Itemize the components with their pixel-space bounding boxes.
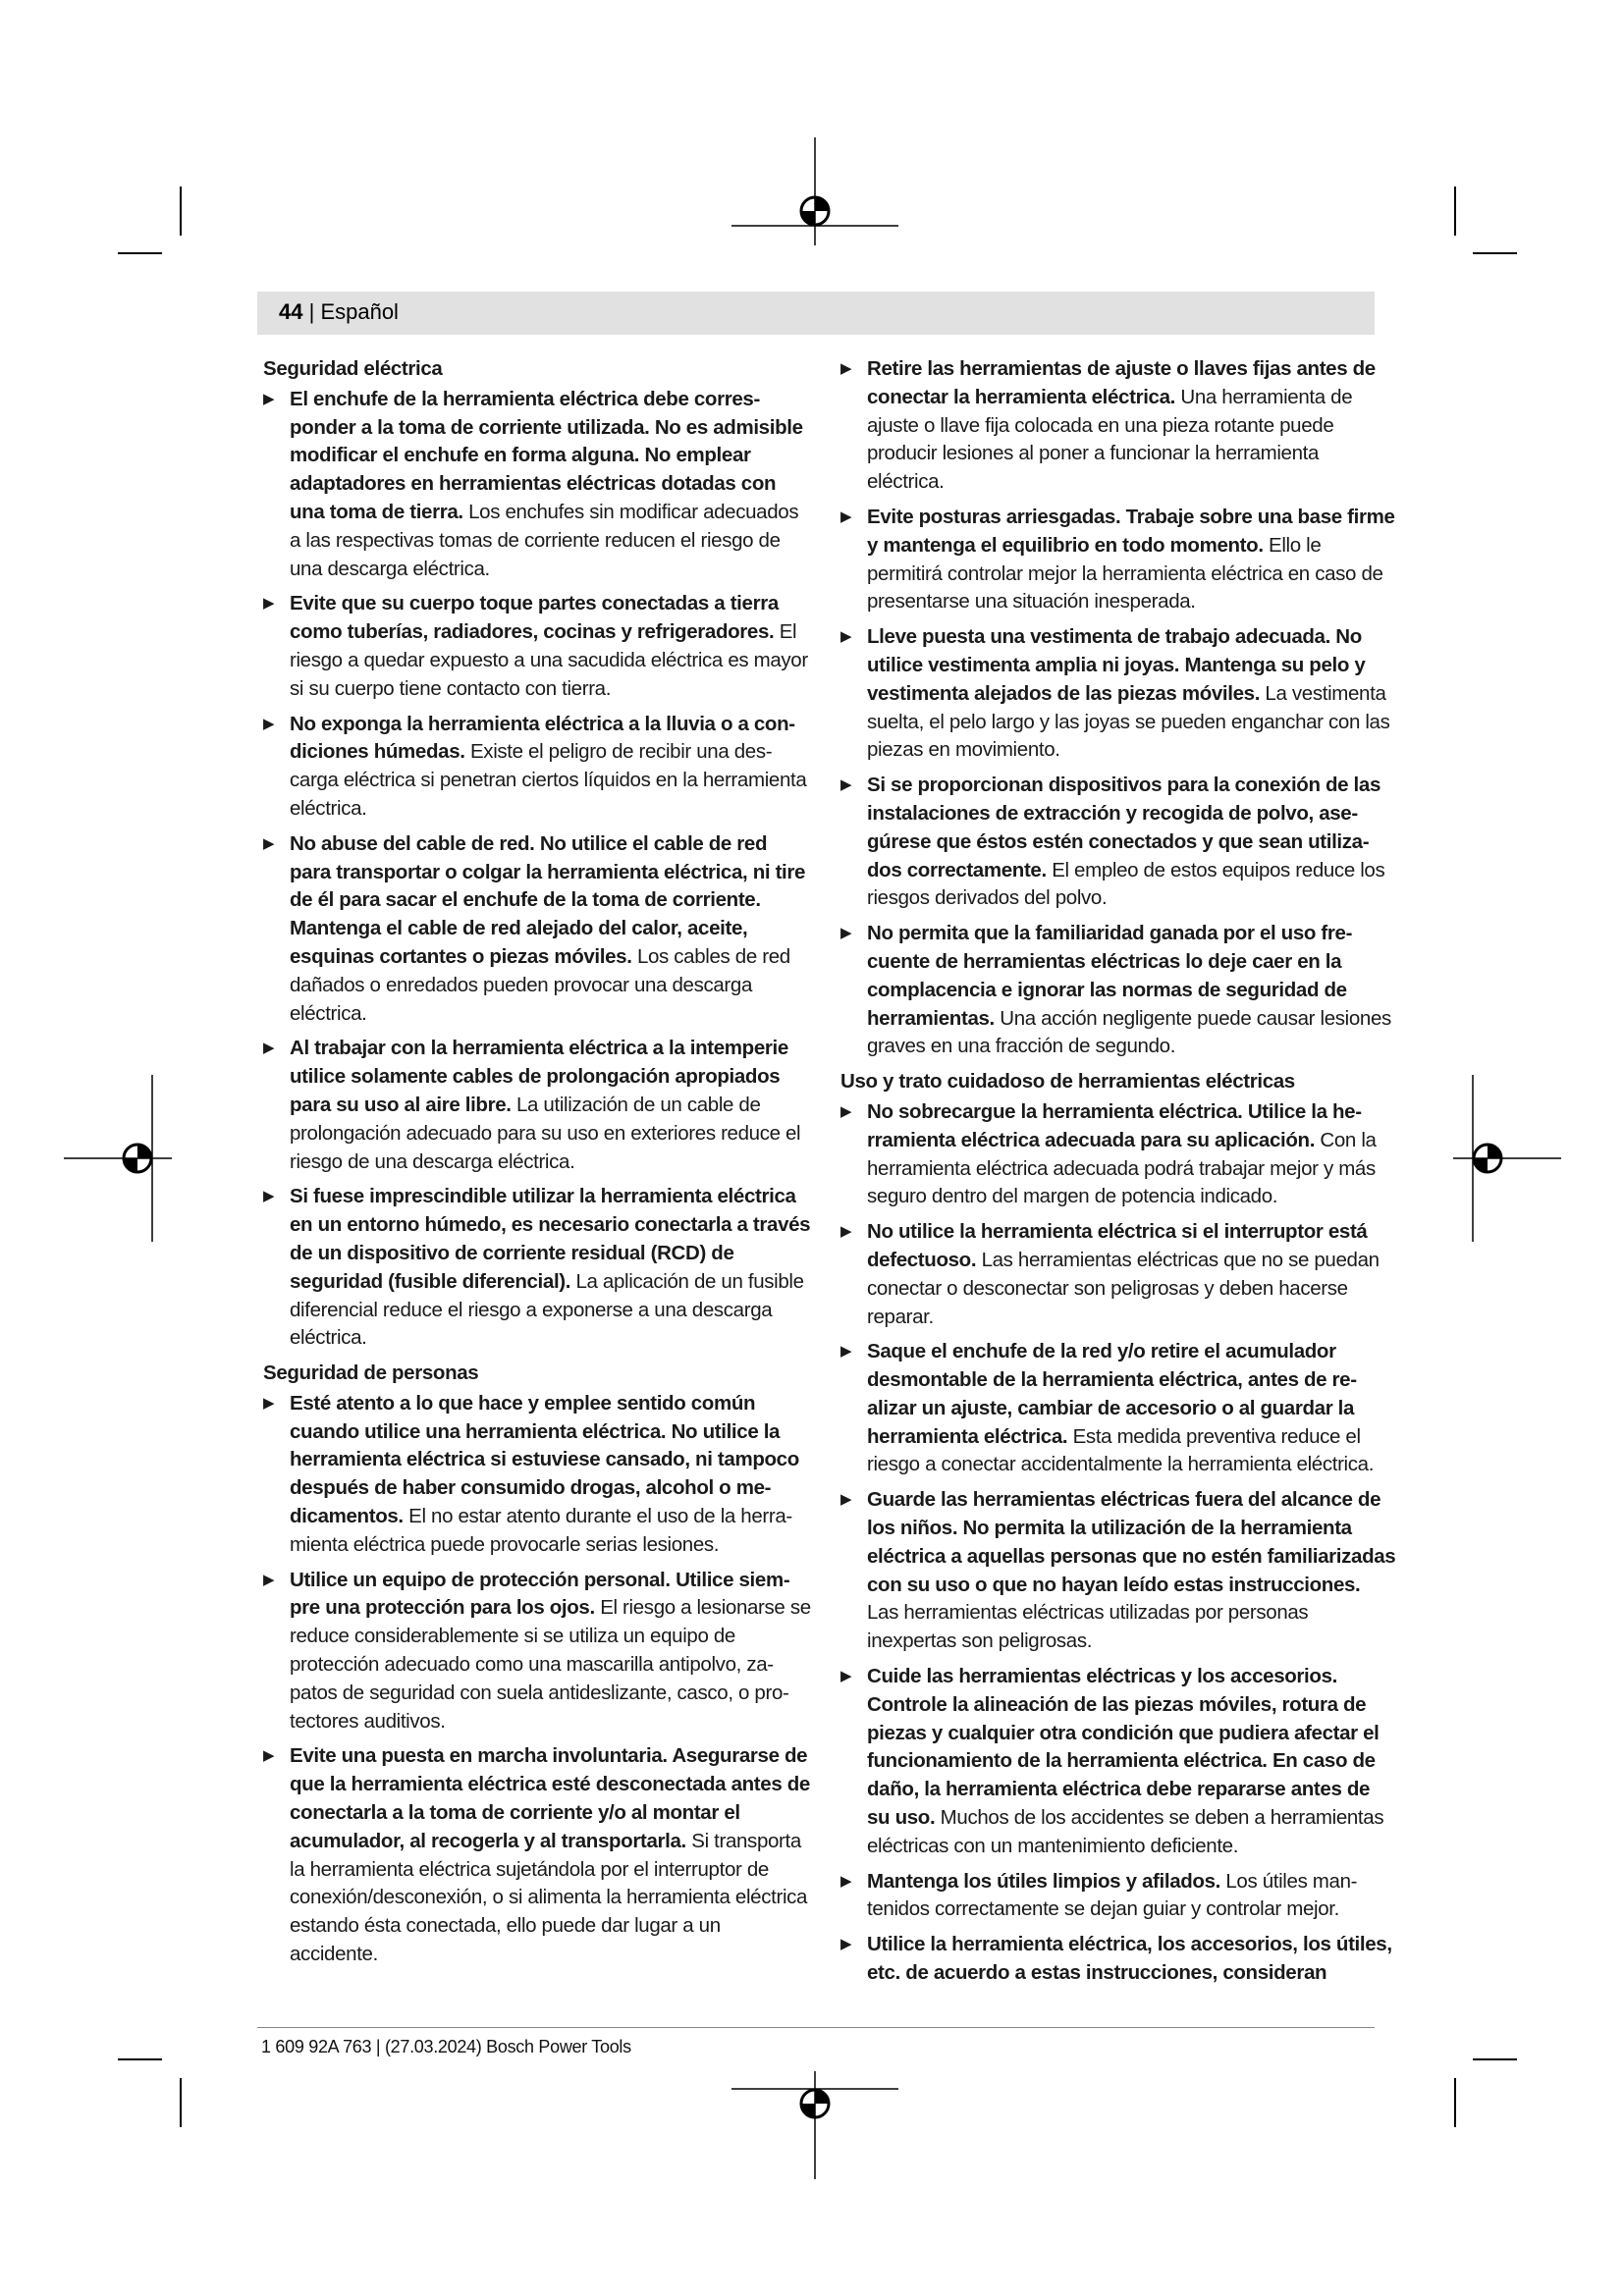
list-item — [263, 1567, 813, 1736]
list-item — [840, 772, 1396, 913]
bullet-triangle-icon: ▶ — [840, 1343, 852, 1361]
list-item-bold-text: No utilice la herramienta eléctrica si el interruptor está defectuoso. — [867, 1220, 1368, 1271]
list-item-bold-text: No abuse del cable de red. No utilice el cable de red para transportar o colgar la herramienta eléctrica, ni tire de él para sacar el enchufe de la toma de corriente. Mantenga el cable de red alejado del calor, aceite, esquinas cortantes o piezas móviles. — [290, 831, 806, 968]
crop-mark-top-left-v — [180, 187, 182, 236]
list-item — [263, 1035, 813, 1176]
bullet-triangle-icon: ▶ — [840, 1872, 852, 1890]
registration-mark-left-icon — [64, 1070, 172, 1247]
crop-mark-bottom-left-v — [180, 2078, 182, 2127]
bullet-triangle-icon: ▶ — [263, 1188, 275, 1205]
header-separator: | — [302, 299, 321, 324]
list-item-text: Esta medida preventiva reduce el riesgo a conectar accidentalmente la herramienta eléctrica. — [867, 1424, 1375, 1476]
registration-mark-bottom-icon — [727, 2071, 903, 2179]
list-item — [263, 386, 813, 584]
bullet-triangle-icon: ▶ — [263, 1571, 275, 1588]
list-item — [840, 1218, 1396, 1331]
list-item-text: La aplicación de un fusible diferencial reduce el riesgo a exponerse a una descarga eléctrica. — [290, 1269, 804, 1350]
list-item-bold-text: Evite que su cuerpo toque partes conectadas a tierra como tuberías, radiadores, cocinas y refrigeradores. — [290, 592, 779, 644]
list-item — [840, 504, 1396, 616]
list-item-bold-text: Saque el enchufe de la red y/o retire el acumulador desmontable de la herramienta eléctrica, antes de realizar un ajuste, cambiar de accesorio o al guardar la herramienta eléctrica. — [867, 1340, 1358, 1448]
bullet-triangle-icon: ▶ — [840, 925, 852, 942]
list-item — [840, 1098, 1396, 1211]
crop-mark-bottom-right-v — [1454, 2078, 1456, 2127]
bullet-triangle-icon: ▶ — [840, 1668, 852, 1685]
list-item-text: La vestimenta suelta, el pelo largo y las joyas se pueden enganchar con las piezas en movimiento. — [867, 681, 1390, 762]
list-item-bold-text: Si se proporcionan dispositivos para la conexión de las instalaciones de extracción y recogida de polvo, asegúrese que éstos estén conectados y que sean utilizados correctamente. — [867, 774, 1381, 881]
registration-mark-right-icon — [1453, 1070, 1561, 1247]
crop-mark-top-left-h — [118, 252, 162, 254]
crop-mark-bottom-left-h — [118, 2058, 162, 2060]
list-item — [840, 355, 1396, 497]
list-item-bold-text: Utilice un equipo de protección personal. Utilice siempre una protección para los ojos. — [290, 1568, 790, 1620]
section-heading: Seguridad eléctrica — [263, 357, 443, 380]
bullet-triangle-icon: ▶ — [263, 1040, 275, 1057]
list-item — [263, 711, 813, 824]
list-item — [840, 1338, 1396, 1479]
list-item — [840, 1931, 1396, 1988]
list-item-bold-text: Lleve puesta una vestimenta de trabajo adecuada. No utilice vestimenta amplia ni joyas. Mantenga su pelo y vestimenta alejados de las piezas móviles. — [867, 625, 1366, 705]
bullet-triangle-icon: ▶ — [263, 1747, 275, 1765]
list-item-text: Las herramientas eléctricas que no se puedan conectar o desconectar son peligrosas y deben hacerse reparar. — [867, 1248, 1380, 1328]
list-item-text: Ello le permitirá controlar mejor la herramienta eléctrica en caso de presentarse una situación inesperada. — [867, 533, 1383, 614]
list-item-text: El riesgo a quedar expuesto a una sacudida eléctrica es mayor si su cuerpo tiene contacto con tierra. — [290, 620, 808, 700]
crop-mark-top-right-h — [1473, 252, 1517, 254]
list-item-bold-text: Esté atento a lo que hace y emplee sentido común cuando utilice una herramienta eléctrica. No utilice la herramienta eléctrica si estuviese cansado, ni tampoco después de haber consumido drogas, alcohol o medicamentos. — [290, 1391, 799, 1528]
bullet-triangle-icon: ▶ — [263, 390, 275, 407]
left-column — [263, 355, 813, 1976]
list-item — [840, 623, 1396, 765]
bullet-triangle-icon: ▶ — [263, 834, 275, 852]
list-item-text: Las herramientas eléctricas utilizadas por personas inexpertas son peligrosas. — [867, 1601, 1309, 1653]
footer-text: 1 609 92A 763 | (27.03.2024) Bosch Power Tools — [261, 2037, 631, 2056]
section-heading: Uso y trato cuidadoso de herramientas eléctricas — [840, 1070, 1295, 1094]
list-item-text: Los útiles mantenidos correctamente se dejan guiar y controlar mejor. — [867, 1869, 1358, 1921]
list-item-text: Una acción negligente puede causar lesiones graves en una fracción de segundo. — [867, 1006, 1391, 1058]
registration-mark-top-icon — [727, 137, 903, 245]
crop-mark-bottom-right-h — [1473, 2058, 1517, 2060]
bullet-triangle-icon: ▶ — [840, 1491, 852, 1509]
bullet-triangle-icon: ▶ — [840, 628, 852, 646]
bullet-triangle-icon: ▶ — [840, 1102, 852, 1120]
list-item-bold-text: Si fuese imprescindible utilizar la herramienta eléctrica en un entorno húmedo, es necesario conectarla a través de un dispositivo de corriente residual (RCD) de seguridad (fusible diferencial). — [290, 1185, 811, 1293]
list-item-text: Los cables de red dañados o enredados pueden provocar una descarga eléctrica. — [290, 944, 790, 1025]
page-number: 44 — [279, 299, 303, 324]
list-item — [263, 1390, 813, 1560]
list-item — [840, 920, 1396, 1061]
list-item-text: El riesgo a lesionarse se reduce considerablemente si se utiliza un equipo de protección adecuado como una mascarilla antipolvo, zapatos de seguridad con suela antideslizante, casco, o protectores auditivos. — [290, 1596, 811, 1733]
list-item-bold-text: Al trabajar con la herramienta eléctrica a la intemperie utilice solamente cables de prolongación apropiados para su uso al aire libre. — [290, 1037, 788, 1116]
list-item-bold-text: No permita que la familiaridad ganada por el uso frecuente de herramientas eléctricas lo deje caer en la complacencia e ignorar las normas de seguridad de herramientas. — [867, 922, 1353, 1030]
crop-mark-top-right-v — [1454, 187, 1456, 236]
list-item-bold-text: Utilice la herramienta eléctrica, los accesorios, los útiles, etc. de acuerdo a estas instrucciones, consideran — [867, 1933, 1392, 1985]
list-item-text: Muchos de los accidentes se deben a herramientas eléctricas con un mantenimiento deficiente. — [867, 1806, 1384, 1857]
list-item — [840, 1486, 1396, 1656]
bullet-triangle-icon: ▶ — [263, 715, 275, 732]
list-item-text: Los enchufes sin modificar adecuados a las respectivas tomas de corriente reducen el riesgo de una descarga eléctrica. — [290, 500, 799, 580]
page-header — [257, 292, 1375, 335]
page-header-text — [279, 299, 399, 325]
list-item-bold-text: El enchufe de la herramienta eléctrica debe corresponder a la toma de corriente utilizada. No es admisible modificar el enchufe en forma alguna. No emplear adaptadores en herramientas eléctricas dotadas con una toma de tierra. — [290, 387, 803, 523]
list-item — [263, 590, 813, 703]
list-item-bold-text: No exponga la herramienta eléctrica a la lluvia o a condiciones húmedas. — [290, 712, 796, 764]
list-item-bold-text: Retire las herramientas de ajuste o llaves fijas antes de conectar la herramienta eléctrica. — [867, 357, 1376, 408]
bullet-triangle-icon: ▶ — [840, 1936, 852, 1953]
list-item-bold-text: Mantenga los útiles limpios y afilados. — [867, 1869, 1220, 1893]
list-item-text: Existe el peligro de recibir una descarga eléctrica si penetran ciertos líquidos en la herramienta eléctrica. — [290, 740, 807, 820]
right-column — [840, 355, 1396, 1995]
section-heading: Seguridad de personas — [263, 1362, 479, 1385]
list-item-text: Una herramienta de ajuste o llave fija colocada en una pieza rotante puede producir lesiones al poner a funcionar la herramienta eléctrica. — [867, 385, 1353, 494]
list-item-bold-text: No sobrecargue la herramienta eléctrica. Utilice la herramienta eléctrica adecuada para su aplicación. — [867, 1099, 1363, 1151]
list-item-bold-text: Evite posturas arriesgadas. Trabaje sobre una base firme y mantenga el equilibrio en todo momento. — [867, 505, 1395, 557]
list-item — [840, 1868, 1396, 1925]
list-item — [840, 1663, 1396, 1861]
footer-rule — [257, 2027, 1375, 2028]
list-item-text: El no estar atento durante el uso de la herramienta eléctrica puede provocarle serias lesiones. — [290, 1505, 793, 1556]
list-item — [263, 830, 813, 1029]
bullet-triangle-icon: ▶ — [840, 776, 852, 794]
bullet-triangle-icon: ▶ — [840, 507, 852, 525]
bullet-triangle-icon: ▶ — [840, 1223, 852, 1241]
list-item — [263, 1183, 813, 1353]
list-item-text: Con la herramienta eléctrica adecuada podrá trabajar mejor y más seguro dentro del margen de potencia indicado. — [867, 1128, 1377, 1208]
header-language: Español — [320, 299, 399, 324]
list-item — [263, 1742, 813, 1968]
list-item-bold-text: Cuide las herramientas eléctricas y los accesorios. Controle la alineación de las piezas móviles, rotura de piezas y cualquier otra condición que pudiera afectar el funcionamiento de la herramienta eléctrica. En caso de daño, la herramienta eléctrica debe repararse antes de su uso. — [867, 1665, 1380, 1830]
list-item-text: Si transporta la herramienta eléctrica sujetándola por el interruptor de conexión/desconexión, o si alimenta la herramienta eléctrica estando ésta conectada, ello puede dar lugar a un accidente. — [290, 1829, 808, 1966]
list-item-text: La utilización de un cable de prolongación adecuado para su uso en exteriores reduce el riesgo de una descarga eléctrica. — [290, 1093, 801, 1173]
bullet-triangle-icon: ▶ — [263, 595, 275, 613]
list-item-bold-text: Guarde las herramientas eléctricas fuera del alcance de los niños. No permita la utilización de la herramienta eléctrica a aquellas personas que no estén familiarizadas con su uso o que no hayan leído estas instrucciones. — [867, 1488, 1396, 1596]
bullet-triangle-icon: ▶ — [840, 360, 852, 377]
bullet-triangle-icon: ▶ — [263, 1394, 275, 1412]
list-item-text: El empleo de estos equipos reduce los riesgos derivados del polvo. — [867, 858, 1385, 910]
list-item-bold-text: Evite una puesta en marcha involuntaria. Asegurarse de que la herramienta eléctrica esté desconectada antes de conectarla a la toma de corriente y/o al montar el acumulador, al recogerla y al transportarla. — [290, 1744, 810, 1852]
